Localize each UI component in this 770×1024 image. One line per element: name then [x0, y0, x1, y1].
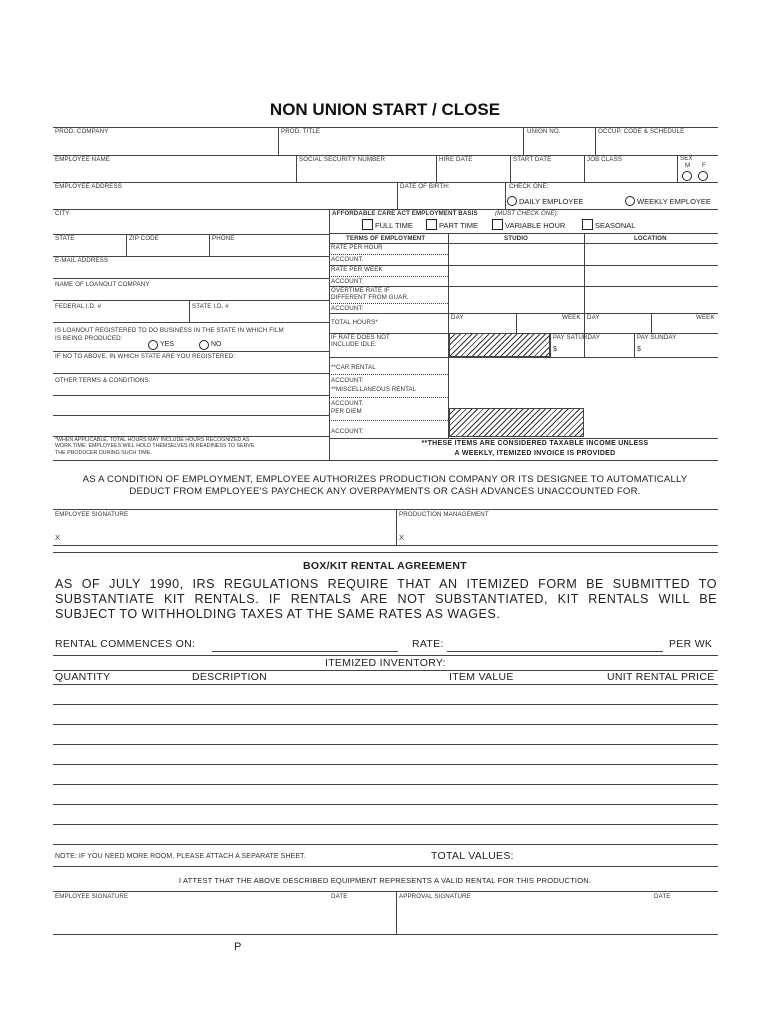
- full-time-label: FULL TIME: [375, 221, 413, 230]
- sex-m-radio[interactable]: [682, 171, 692, 181]
- divider: [278, 127, 279, 155]
- rule: [53, 866, 718, 867]
- account-label: ACCOUNT:: [331, 305, 364, 312]
- state-id-field[interactable]: STATE I.D. #: [192, 303, 229, 310]
- rental-employee-date-field[interactable]: DATE: [331, 893, 348, 900]
- rental-title: BOX/KIT RENTAL AGREEMENT: [303, 560, 467, 572]
- rule: [53, 322, 329, 323]
- job-class-field[interactable]: JOB CLASS: [587, 156, 622, 163]
- rule: [329, 374, 448, 375]
- inventory-row[interactable]: [53, 784, 718, 785]
- sex-label: SEX: [680, 155, 693, 162]
- variable-hour-label: VARIABLE HOUR: [505, 221, 566, 230]
- divider: [651, 313, 652, 333]
- location-week-label: WEEK: [696, 314, 715, 321]
- prod-title-field[interactable]: PROD. TITLE: [281, 128, 321, 135]
- rule: [53, 300, 329, 301]
- city-field[interactable]: CITY: [55, 210, 70, 217]
- weekly-employee-radio[interactable]: [625, 196, 635, 206]
- hours-footnote-line2: WORK TIME. EMPLOYEES WILL HOLD THEMSELVES IN READINESS TO SERVE: [55, 443, 255, 450]
- account-label: ACCOUNT:: [331, 256, 364, 263]
- full-time-checkbox[interactable]: [362, 219, 373, 230]
- weekly-employee-label: WEEKLY EMPLOYEE: [637, 197, 711, 206]
- divider: [510, 155, 511, 182]
- employee-address-field[interactable]: EMPLOYEE ADDRESS: [55, 183, 122, 190]
- rule: [329, 276, 448, 277]
- rate-label: RATE:: [412, 638, 444, 650]
- rental-commences-input[interactable]: [212, 651, 398, 652]
- studio-week-label: WEEK: [562, 314, 581, 321]
- production-signature-x: X: [399, 533, 405, 542]
- sex-f-radio[interactable]: [698, 171, 708, 181]
- divider: [677, 155, 678, 182]
- check-one-label: CHECK ONE:: [509, 183, 549, 190]
- sex-m-label: M: [685, 162, 691, 169]
- studio-day-label: DAY: [451, 314, 464, 321]
- email-field[interactable]: E-MAIL ADDRESS: [55, 257, 109, 264]
- rental-employee-signature-field[interactable]: EMPLOYEE SIGNATURE: [55, 893, 129, 900]
- rule: [53, 509, 718, 510]
- aca-must-check: (MUST CHECK ONE):: [495, 210, 559, 217]
- rule: [53, 460, 718, 461]
- inventory-row[interactable]: [53, 844, 718, 845]
- divider: [397, 182, 398, 209]
- rule: [329, 303, 448, 304]
- rule: [329, 313, 718, 314]
- rental-paragraph: AS OF JULY 1990, IRS REGULATIONS REQUIRE THAT AN ITEMIZED FORM BE SUBMITTED TO SUBSTANTIATE KIT RENTALS. IF RENTALS ARE NOT SUBSTANTIATED, KIT RENTALS WILL BE SUBJECT TO WITHHOLDING TAXES AT THE SAME RATES AS WAGES.: [55, 577, 717, 621]
- approval-signature-field[interactable]: APPROVAL SIGNATURE: [399, 893, 471, 900]
- rate-input[interactable]: [447, 651, 663, 652]
- rule: [53, 395, 329, 396]
- divider: [396, 509, 397, 545]
- form-title: NON UNION START / CLOSE: [269, 100, 501, 119]
- quantity-header: QUANTITY: [55, 671, 111, 683]
- seasonal-label: SEASONAL: [595, 221, 636, 230]
- account-label: ACCOUNT:: [331, 400, 364, 407]
- hours-footnote-line3: THE PRODUCER DURING SUCH TIME.: [55, 449, 152, 456]
- hatched-area: [449, 333, 550, 357]
- hatched-area: [449, 408, 584, 437]
- part-time-label: PART TIME: [439, 221, 479, 230]
- state-field[interactable]: STATE: [55, 235, 75, 242]
- rule: [53, 684, 718, 685]
- zip-code-field[interactable]: ZIP CODE: [129, 235, 159, 242]
- prod-company-field[interactable]: PROD. COMPANY: [55, 128, 109, 135]
- employee-signature-field[interactable]: EMPLOYEE SIGNATURE: [55, 511, 129, 518]
- rule: [329, 397, 448, 398]
- rule: [53, 891, 718, 892]
- rule: [53, 351, 329, 352]
- loanout-yes-label: YES: [160, 341, 175, 348]
- pay-sunday-dollar: $: [637, 346, 641, 353]
- pay-saturday-dollar: $: [553, 346, 557, 353]
- start-date-field[interactable]: START DATE: [513, 156, 552, 163]
- employee-name-field[interactable]: EMPLOYEE NAME: [55, 156, 110, 163]
- rule: [329, 420, 448, 421]
- total-hours-label: TOTAL HOURS*: [331, 319, 378, 326]
- more-room-note: NOTE: IF YOU NEED MORE ROOM, PLEASE ATTACH A SEPARATE SHEET.: [55, 853, 306, 860]
- rule: [53, 415, 329, 416]
- divider: [550, 333, 551, 357]
- item-value-header: ITEM VALUE: [449, 671, 514, 683]
- rule: [329, 243, 718, 244]
- location-day-label: DAY: [587, 314, 600, 321]
- employee-signature-x: X: [55, 533, 61, 542]
- divider: [396, 891, 397, 934]
- inventory-row[interactable]: [53, 824, 718, 825]
- terms-header: TERMS OF EMPLOYMENT: [346, 235, 426, 242]
- divider: [634, 333, 635, 357]
- rule: [53, 655, 718, 656]
- inventory-row[interactable]: [53, 744, 718, 745]
- daily-employee-radio[interactable]: [507, 196, 517, 206]
- condition-line1: AS A CONDITION OF EMPLOYMENT, EMPLOYEE AUTHORIZES PRODUCTION COMPANY OR ITS DESIGNEE TO AUTOMATICALLY: [82, 474, 688, 485]
- pay-sunday-label: PAY SUNDAY: [637, 334, 677, 341]
- divider: [595, 127, 596, 155]
- rule: [53, 373, 329, 374]
- taxable-notice-line2: A WEEKLY, ITEMIZED INVOICE IS PROVIDED: [454, 450, 616, 457]
- car-rental-label: **CAR RENTAL: [331, 364, 376, 371]
- dob-field[interactable]: DATE OF BIRTH:: [400, 183, 450, 190]
- divider: [436, 155, 437, 182]
- hours-footnote: [55, 437, 254, 456]
- part-time-checkbox[interactable]: [426, 219, 437, 230]
- phone-field[interactable]: PHONE: [212, 235, 235, 242]
- taxable-notice-line1: **THESE ITEMS ARE CONSIDERED TAXABLE INCOME UNLESS: [421, 440, 649, 447]
- loanout-no-radio[interactable]: [199, 340, 209, 350]
- ssn-field[interactable]: SOCIAL SECURITY NUMBER: [299, 156, 386, 163]
- loanout-company-field[interactable]: NAME OF LOANOUT COMPANY: [55, 281, 150, 288]
- divider: [296, 155, 297, 182]
- overtime-label-line1: OVERTIME RATE IF: [331, 287, 390, 294]
- description-header: DESCRIPTION: [192, 671, 268, 683]
- divider: [523, 127, 524, 155]
- loanout-no-label: NO: [211, 341, 222, 348]
- per-diem-label: PER DIEM: [331, 408, 362, 415]
- divider: [516, 313, 517, 333]
- unit-rental-price-header: UNIT RENTAL PRICE: [607, 671, 715, 683]
- idle-label-line1: IF RATE DOES NOT: [331, 334, 390, 341]
- overtime-label-line2: DIFFERENT FROM GUAR.: [331, 294, 409, 301]
- per-wk-label: PER WK: [669, 638, 713, 650]
- divider: [209, 234, 210, 256]
- inventory-row[interactable]: [53, 764, 718, 765]
- seasonal-checkbox[interactable]: [582, 219, 593, 230]
- misc-rental-label: **MISCELLANEOUS RENTAL: [331, 386, 417, 393]
- rule: [53, 278, 329, 279]
- if-no-state-field[interactable]: IF NO TO ABOVE, IN WHICH STATE ARE YOU REGISTERED:: [55, 353, 236, 360]
- federal-id-field[interactable]: FEDERAL I.D. #: [55, 303, 102, 310]
- hire-date-field[interactable]: HIRE DATE: [439, 156, 473, 163]
- condition-line2: DEDUCT FROM EMPLOYEE'S PAYCHECK ANY OVERPAYMENTS OR CASH ADVANCES UNACCOUNTED FOR.: [129, 486, 641, 497]
- itemized-inventory-label: ITEMIZED INVENTORY:: [325, 657, 446, 669]
- rule: [53, 234, 329, 235]
- divider: [584, 155, 585, 182]
- idle-label-line2: INCLUDE IDLE:: [331, 341, 377, 348]
- occup-code-field[interactable]: OCCUP. CODE & SCHEDULE: [598, 128, 685, 135]
- other-terms-field[interactable]: OTHER TERMS & CONDITIONS:: [55, 377, 151, 384]
- footer-letter: P: [234, 941, 242, 953]
- total-values-label: TOTAL VALUES:: [431, 850, 514, 862]
- inventory-row[interactable]: [53, 704, 718, 705]
- divider: [189, 300, 190, 322]
- inventory-row[interactable]: [53, 804, 718, 805]
- account-label: ACCOUNT:: [331, 428, 364, 435]
- rule: [329, 438, 718, 439]
- rule: [53, 552, 718, 553]
- hours-footnote-line1: *WHEN APPLICABLE, TOTAL HOURS MAY INCLUDE HOURS RECOGNIZED AS: [55, 437, 250, 443]
- variable-hour-checkbox[interactable]: [492, 219, 503, 230]
- sex-f-label: F: [702, 162, 706, 169]
- loanout-question-line2: IS BEING PRODUCED:: [55, 335, 123, 342]
- rule: [329, 254, 448, 255]
- rule: [329, 265, 718, 266]
- rule: [329, 357, 718, 358]
- rule: [53, 182, 718, 183]
- production-management-field[interactable]: PRODUCTION MANAGEMENT: [399, 511, 489, 518]
- attest-statement: I ATTEST THAT THE ABOVE DESCRIBED EQUIPMENT REPRESENTS A VALID RENTAL FOR THIS PRODUCTION.: [178, 876, 592, 885]
- union-no-field[interactable]: UNION NO.: [527, 128, 561, 135]
- approval-date-field[interactable]: DATE: [654, 893, 671, 900]
- pay-saturday-label: PAY SATURDAY: [553, 334, 601, 341]
- divider: [329, 209, 330, 460]
- rate-per-week-label: RATE PER WEEK: [331, 266, 383, 273]
- rule: [329, 233, 718, 234]
- rental-commences-label: RENTAL COMMENCES ON:: [55, 638, 196, 650]
- studio-header: STUDIO: [504, 235, 528, 242]
- account-label: ACCOUNT:: [331, 377, 364, 384]
- loanout-yes-radio[interactable]: [148, 340, 158, 350]
- daily-employee-label: DAILY EMPLOYEE: [519, 197, 584, 206]
- rule: [53, 934, 718, 935]
- account-label: ACCOUNT:: [331, 278, 364, 285]
- aca-heading: AFFORDABLE CARE ACT EMPLOYMENT BASIS: [332, 210, 478, 217]
- divider: [505, 182, 506, 209]
- inventory-row[interactable]: [53, 724, 718, 725]
- loanout-question-line1: IS LOANOUT REGISTERED TO DO BUSINESS IN THE STATE IN WHICH FILM: [55, 327, 284, 334]
- rate-per-hour-label: RATE PER HOUR: [331, 244, 383, 251]
- rule: [53, 545, 718, 546]
- divider: [126, 234, 127, 256]
- location-header: LOCATION: [634, 235, 667, 242]
